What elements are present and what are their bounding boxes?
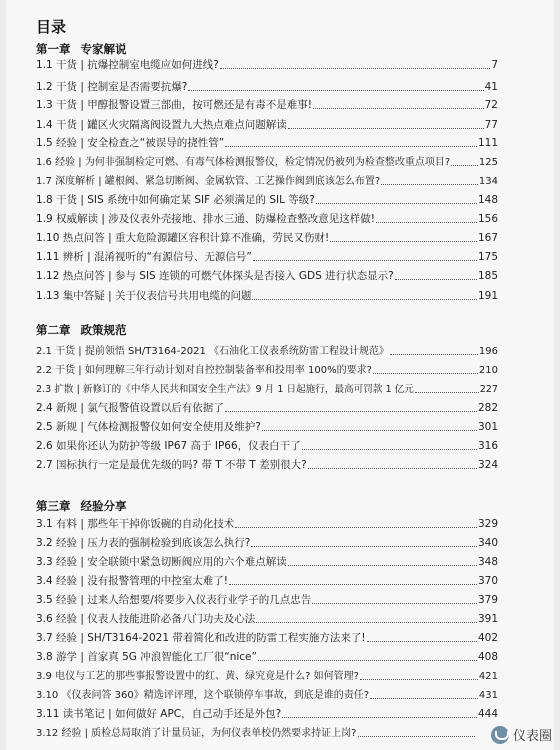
toc-entry[interactable]: 3.2 经验 | 压力表的强制检验到底该怎么执行? 340 [36, 537, 498, 549]
toc-entry[interactable]: 3.1 有料 | 那些年干掉你饭碗的自动化技术 329 [36, 518, 498, 530]
toc-entry[interactable]: 3.5 经验 | 过来人给想要/将要步入仪表行业学子的几点忠告 379 [36, 594, 498, 606]
wechat-logo-icon [491, 726, 509, 744]
chapter-heading [36, 41, 127, 57]
toc-entry[interactable]: 1.1 干货 | 抗爆控制室电缆应如何进线? 7 [36, 59, 498, 71]
chapter-name: 专家解说 [80, 42, 127, 56]
toc-entry[interactable]: 1.6 经验 | 为何非强制检定可燃、有毒气体检测报警仪，检定情况仍被列为检查整改重点项目? 125 [36, 157, 498, 168]
toc-entry[interactable]: 2.7 国标执行一定是最优先级的吗? 带 T 不带 T 差别很大? 324 [36, 459, 498, 471]
watermark-text: 仪表圈 [512, 729, 552, 744]
toc-entry[interactable]: 3.3 经验 | 安全联锁中紧急切断阀应用的六个难点解读 348 [36, 556, 498, 568]
toc-entry[interactable]: 1.5 经验 | 安全检查之“被误导的挠性管” 111 [36, 137, 498, 149]
watermark [491, 725, 552, 744]
toc-entry[interactable]: 1.8 干货 | SIS 系统中如何确定某 SIF 必须满足的 SIL 等级? 148 [36, 194, 498, 206]
toc-entry[interactable]: 3.12 经验 | 质检总局取消了计量员证，为何仪表单校仍然要求持证上岗? [36, 725, 476, 740]
chapter-name: 经验分享 [80, 499, 127, 513]
chapter-name: 政策规范 [80, 323, 127, 337]
toc-entry[interactable]: 1.9 权威解读 | 涉及仪表外壳接地、排水三通、防爆检查整改意见这样做! 156 [36, 213, 498, 225]
toc-entry[interactable]: 1.12 热点问答 | 参与 SIS 连锁的可燃气体探头是否接入 GDS 进行状态显示? 185 [36, 270, 498, 282]
toc-entry[interactable]: 2.4 新规 | 氯气报警值设置以后有依据了 282 [36, 402, 498, 414]
toc-entry[interactable]: 3.10 《仪表问答 360》精选评评理，这个联锁停车事故，到底是谁的责任? 431 [36, 690, 498, 701]
toc-entry[interactable]: 3.8 游学 | 首家真 5G 冲浪智能化工厂很“nice” 408 [36, 651, 498, 663]
toc-entry[interactable]: 3.11 读书笔记 | 如何做好 APC，自己动手还是外包? 444 [36, 708, 498, 720]
toc-entry[interactable]: 3.7 经验 | SH/T3164-2021 带着简化和改进的防雷工程实施方法来了! 402 [36, 632, 498, 644]
page-title: 目录 [36, 18, 67, 36]
toc-entry[interactable]: 2.2 干货 | 如何理解三年行动计划对自控控制装备率和投用率 100%的要求? 210 [36, 365, 498, 376]
chapter-number: 第一章 [36, 42, 71, 56]
toc-entry[interactable]: 1.3 干货 | 甲醇报警设置三部曲，按可燃还是有毒不是难事! 72 [36, 99, 498, 111]
toc-entry[interactable]: 3.4 经验 | 没有报警管理的中控室太难了! 370 [36, 575, 498, 587]
toc-entry[interactable]: 3.9 电仪与工艺的那些事报警设置中的红、黄、绿究竟是什么? 如何管理? 421 [36, 671, 498, 682]
toc-entry[interactable]: 1.11 辨析 | 混淆视听的“有源信号、无源信号” 175 [36, 251, 498, 263]
chapter-number: 第二章 [36, 323, 71, 337]
toc-entry[interactable]: 1.7 深度解析 | 罐根阀、紧急切断阀、金属软管、工艺操作阀到底该怎么布置? 134 [36, 176, 498, 187]
toc-page [6, 0, 554, 750]
chapter-heading [36, 322, 127, 338]
chapter-number: 第三章 [36, 499, 71, 513]
toc-entry[interactable]: 1.13 集中答疑 | 关于仪表信号共用电缆的问题 191 [36, 290, 498, 302]
toc-entry[interactable]: 2.6 如果你还认为防护等级 IP67 高于 IP66，仪表白干了 316 [36, 440, 498, 452]
chapter-heading [36, 498, 127, 514]
toc-entry[interactable]: 3.6 经验 | 仪表人技能进阶必备八门功夫及心法 391 [36, 613, 498, 625]
toc-entry[interactable]: 2.3 扩散 | 新修订的《中华人民共和国安全生产法》9 月 1 日起施行，最高可罚款 1 亿元 227 [36, 384, 498, 395]
toc-entry[interactable]: 2.1 干货 | 提前领悟 SH/T3164-2021 《石油化工仪表系统防雷工程设计规范》 196 [36, 346, 498, 357]
toc-entry[interactable]: 2.5 新规 | 气体检测报警仪如何安全使用及维护? 301 [36, 421, 498, 433]
toc-entry[interactable]: 1.2 干货 | 控制室是否需要抗爆? 41 [36, 81, 498, 93]
toc-entry[interactable]: 1.10 热点问答 | 重大危险源罐区容积计算不准确，劳民又伤财! 167 [36, 232, 498, 244]
toc-entry[interactable]: 1.4 干货 | 罐区火灾隔离阀设置九大热点难点问题解读 77 [36, 119, 498, 131]
